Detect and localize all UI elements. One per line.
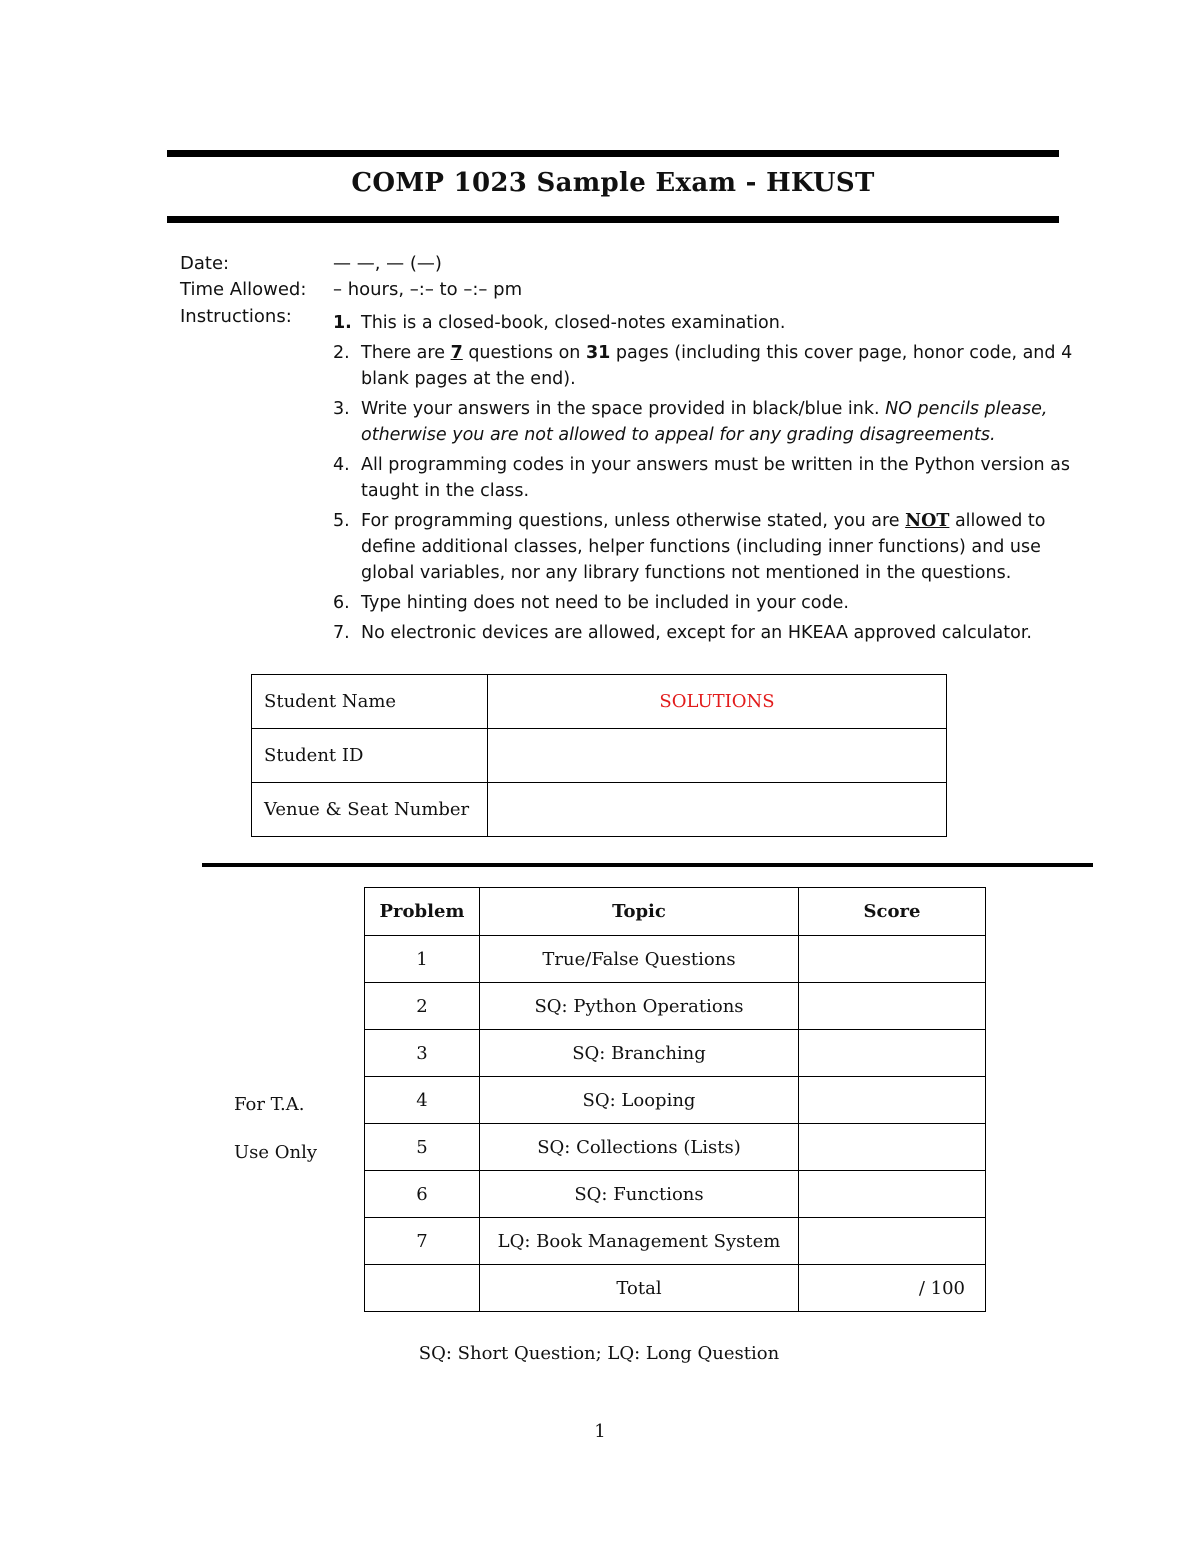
table-row xyxy=(365,1218,986,1265)
question-count: 7 xyxy=(450,343,463,363)
instruction-number: 3. xyxy=(333,399,350,419)
table-row xyxy=(365,983,986,1030)
instruction-text: allowed to define additional classes, helper functions (including inner functions) and use global variables, nor any library functions not mentioned in the questions. xyxy=(361,511,1046,583)
instruction-text: Type hinting does not need to be included in your code. xyxy=(361,593,849,613)
header-problem: Problem xyxy=(365,888,480,936)
section-separator-rule xyxy=(202,863,1093,867)
table-row xyxy=(365,1124,986,1171)
top-rule xyxy=(167,150,1059,157)
student-id-field[interactable] xyxy=(488,729,947,783)
header-score: Score xyxy=(799,888,986,936)
score-cell[interactable] xyxy=(799,1077,986,1124)
instruction-item xyxy=(333,396,1073,448)
problem-number: 1 xyxy=(365,936,480,983)
date-label: Date: xyxy=(180,253,230,274)
instruction-text: There are xyxy=(361,343,451,363)
problem-topic: SQ: Branching xyxy=(480,1030,799,1077)
instruction-item xyxy=(333,620,1073,646)
instruction-item xyxy=(333,508,1073,586)
score-cell[interactable] xyxy=(799,983,986,1030)
ta-label-line2: Use Only xyxy=(234,1142,318,1163)
problem-topic: SQ: Python Operations xyxy=(480,983,799,1030)
total-score-cell[interactable]: / 100 xyxy=(799,1265,986,1312)
instruction-text: All programming codes in your answers must be written in the Python version as taught in the class. xyxy=(361,455,1070,501)
ta-label-line1: For T.A. xyxy=(234,1094,305,1115)
student-id-label: Student ID xyxy=(252,729,488,783)
score-cell[interactable] xyxy=(799,936,986,983)
time-allowed-value: – hours, –:– to –:– pm xyxy=(333,279,523,300)
table-row xyxy=(365,1077,986,1124)
score-cell[interactable] xyxy=(799,1171,986,1218)
page-count: 31 xyxy=(585,343,611,363)
table-row xyxy=(365,1030,986,1077)
legend-text: SQ: Short Question; LQ: Long Question xyxy=(418,1343,780,1364)
score-cell[interactable] xyxy=(799,1030,986,1077)
instruction-number: 7. xyxy=(333,623,350,643)
instruction-item xyxy=(333,452,1073,504)
page-number: 1 xyxy=(594,1421,606,1442)
instruction-text: No electronic devices are allowed, except for an HKEAA approved calculator. xyxy=(361,623,1032,643)
problem-number: 3 xyxy=(365,1030,480,1077)
student-name-label: Student Name xyxy=(252,675,488,729)
not-emphasis: NOT xyxy=(905,511,950,531)
header-topic: Topic xyxy=(480,888,799,936)
venue-seat-label: Venue & Seat Number xyxy=(252,783,488,837)
instruction-number: 4. xyxy=(333,455,350,475)
instruction-text: Write your answers in the space provided in black/blue ink. xyxy=(361,399,886,419)
instruction-number: 1. xyxy=(333,313,352,333)
problem-topic: SQ: Looping xyxy=(480,1077,799,1124)
problem-topic: LQ: Book Management System xyxy=(480,1218,799,1265)
instruction-number: 2. xyxy=(333,343,350,363)
instruction-text: For programming questions, unless otherwise stated, you are xyxy=(361,511,906,531)
total-label: Total xyxy=(480,1265,799,1312)
problem-number: 6 xyxy=(365,1171,480,1218)
problem-number: 4 xyxy=(365,1077,480,1124)
table-row xyxy=(365,936,986,983)
venue-seat-field[interactable] xyxy=(488,783,947,837)
instruction-text: This is a closed-book, closed-notes examination. xyxy=(361,313,786,333)
instruction-text: pages (including this cover page, honor code, and 4 blank pages at the end). xyxy=(361,343,1073,389)
total-row xyxy=(365,1265,986,1312)
problem-number: 5 xyxy=(365,1124,480,1171)
problem-topic: True/False Questions xyxy=(480,936,799,983)
instruction-item xyxy=(333,340,1073,392)
venue-seat-row xyxy=(252,783,947,837)
problem-topic: SQ: Collections (Lists) xyxy=(480,1124,799,1171)
instruction-text: questions on xyxy=(462,343,586,363)
problem-topic: SQ: Functions xyxy=(480,1171,799,1218)
instruction-number: 5. xyxy=(333,511,350,531)
problem-number: 2 xyxy=(365,983,480,1030)
instruction-item xyxy=(333,590,1073,616)
instruction-item xyxy=(333,310,1073,336)
instructions-list xyxy=(333,310,1073,650)
table-row xyxy=(365,1171,986,1218)
title-bottom-rule xyxy=(167,216,1059,223)
score-cell[interactable] xyxy=(799,1124,986,1171)
problem-number: 7 xyxy=(365,1218,480,1265)
instruction-number: 6. xyxy=(333,593,350,613)
student-name-field[interactable]: SOLUTIONS xyxy=(488,675,947,729)
total-blank-cell xyxy=(365,1265,480,1312)
score-table-header xyxy=(365,888,986,936)
time-allowed-label: Time Allowed: xyxy=(180,279,307,300)
date-value: — —, — (—) xyxy=(333,253,442,274)
exam-title: COMP 1023 Sample Exam - HKUST xyxy=(351,168,875,198)
score-table xyxy=(364,887,986,1312)
student-name-row xyxy=(252,675,947,729)
instructions-label: Instructions: xyxy=(180,306,292,327)
instruction-warning: NO pencils please, otherwise you are not allowed to appeal for any grading disagreements. xyxy=(361,399,1048,445)
student-id-row xyxy=(252,729,947,783)
score-cell[interactable] xyxy=(799,1218,986,1265)
student-info-table xyxy=(251,674,947,837)
